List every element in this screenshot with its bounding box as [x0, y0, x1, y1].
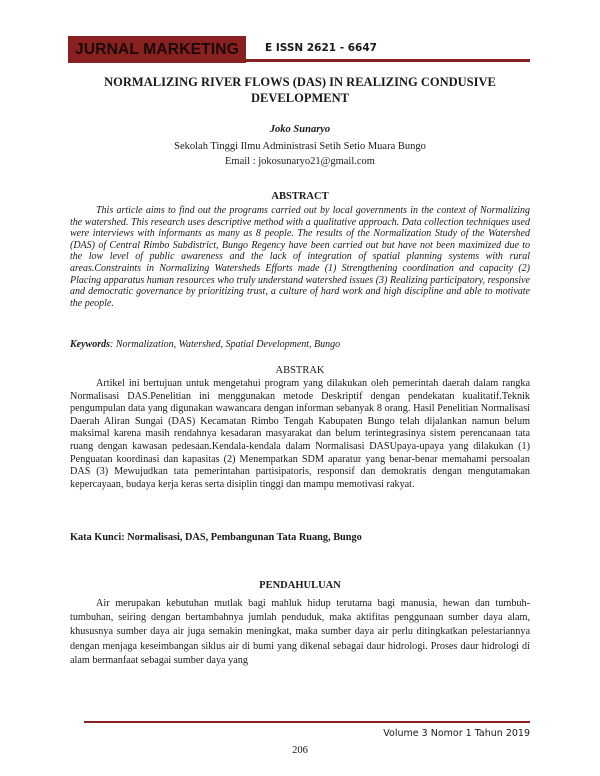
volume-info: Volume 3 Nomor 1 Tahun 2019	[383, 728, 530, 739]
keywords-values: : Normalization, Watershed, Spatial Development, Bungo	[110, 339, 341, 350]
article-title: NORMALIZING RIVER FLOWS (DAS) IN REALIZING CONDUSIVE DEVELOPMENT	[104, 75, 496, 105]
author-email: Email : jokosunaryo21@gmail.com	[225, 156, 375, 167]
issn-label: E ISSN 2621 - 6647	[265, 42, 377, 54]
keywords-label: Keywords	[70, 339, 110, 350]
introduction-heading: PENDAHULUAN	[259, 580, 341, 591]
header-divider	[246, 59, 530, 62]
abstrak-heading: ABSTRAK	[275, 365, 325, 376]
abstract-text: This article aims to find out the programs carried out by local governments in the context of Normalizing the watershed. This research uses descriptive method with a qualitative approach. Data collection techniques used were interviews with informants as many as 8 people. The results of the Normalization Study of the Watershed (DAS) of Central Rimbo Subdistrict, Bungo Regency have been carried out but have not been maximized due to the low level of public awareness and the lack of integration of spatial planning systems with rural areas.Constraints in Normalizing Watersheds Efforts made (1) Strengthening coordination and capacity (2) Placing apparatus human resources who truly understand watershed issues (3) Realizing participatory, responsive and democratic governance by prioritizing trust, a culture of hard work and high discipline and able to motivate the people.	[70, 205, 530, 309]
author-affiliation: Sekolah Tinggi Ilmu Administrasi Setih Setio Muara Bungo	[174, 141, 426, 152]
abstract-heading: ABSTRACT	[271, 191, 329, 202]
introduction-text: Air merupakan kebutuhan mutlak bagi mahluk hidup terutama bagi manusia, hewan dan tumbuh-tumbuhan, seiring dengan bertambahnya jumlah penduduk, maka aktifitas penggunaan sumber daya alam, khususnya sumber daya air juga semakin meningkat, maka sumber daya air perlu ditingkatkan pelestariannya dengan menjaga keseimbangan siklus air di bumi yang dikenal sebagai daur hidrologi. Proses daur hidrologi di alam bermanfaat sebagai sumber daya yang	[70, 598, 530, 666]
abstrak-text: Artikel ini bertujuan untuk mengetahui program yang dilakukan oleh pemerintah daerah dalam rangka Normalisasi DAS.Penelitian ini menggunakan metode Deskriptif dengan pendekatan kualitatif.Teknik pengumpulan data yang digunakan wawancara dengan informan sebanyak 8 orang. Hasil Penelitian Normalisasi Daerah Aliran Sungai (DAS) Kecamatan Rimbo Tengah Kabupaten Bungo telah dijalankan namun belum maksimal karena masih rendahnya kesadaran masyarakat dan belum terintegrasinya sistem perencanaan tata ruang dengan kawasan pedesaan.Kendala-kendala dalam Normalisasi DASUpaya-upaya yang dilakukan (1) Penguatan koordinasi dan kapasitas (2) Menempatkan SDM aparatur yang benar-benar memahami persoalan DAS (3) Mewujudkan tata pemerintahan partisipatoris, responsif dan demokratis dengan mengutamakan kepercayaan, budaya kerja keras serta disiplin tinggi dan mampu memotivasi rakyat.	[70, 378, 530, 490]
page-number: 206	[292, 745, 308, 756]
kata-kunci-line: Kata Kunci: Normalisasi, DAS, Pembangunan Tata Ruang, Bungo	[70, 532, 362, 543]
journal-name-badge: JURNAL MARKETING	[68, 36, 246, 63]
keywords-line	[70, 339, 340, 350]
footer-divider	[84, 721, 530, 723]
author-name: Joko Sunaryo	[269, 124, 331, 135]
